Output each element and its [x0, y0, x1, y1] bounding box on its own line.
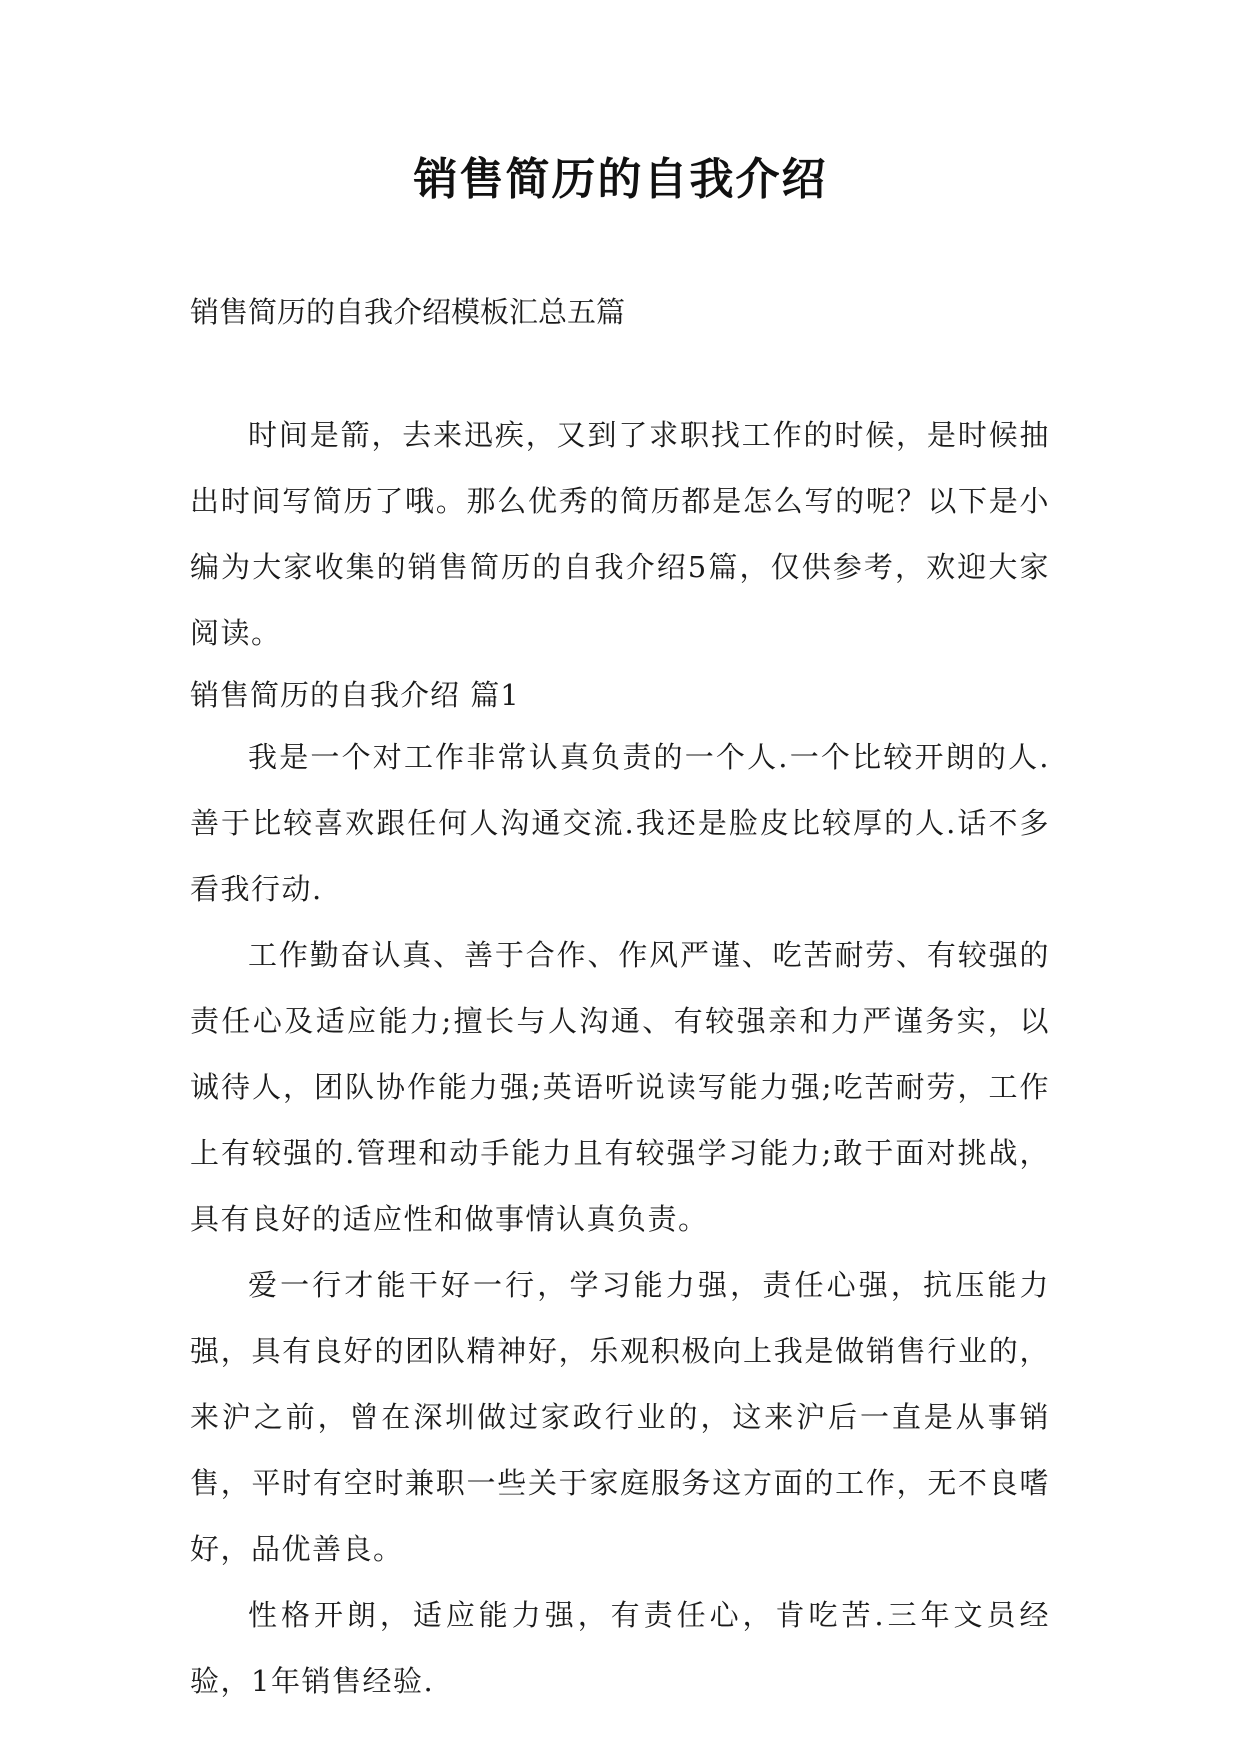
document-subtitle: 销售简历的自我介绍模板汇总五篇: [190, 295, 626, 329]
section-heading: 销售简历的自我介绍 篇1: [190, 678, 520, 712]
intro-paragraph: 时间是箭，去来迅疾，又到了求职找工作的时候，是时候抽出时间写简历了哦。那么优秀的简历都是怎么写的呢？以下是小编为大家收集的销售简历的自我介绍5篇，仅供参考，欢迎大家阅读。: [190, 418, 1050, 650]
body-paragraph: 我是一个对工作非常认真负责的一个人.一个比较开朗的人.善于比较喜欢跟任何人沟通交流.我还是脸皮比较厚的人.话不多看我行动.: [190, 740, 1050, 906]
body-paragraph: 爱一行才能干好一行，学习能力强，责任心强，抗压能力强，具有良好的团队精神好，乐观积极向上我是做销售行业的，来沪之前，曾在深圳做过家政行业的，这来沪后一直是从事销售，平时有空时兼职一些关于家庭服务这方面的工作，无不良嗜好，品优善良。: [190, 1268, 1050, 1566]
document-title: 销售简历的自我介绍: [413, 154, 828, 205]
body-paragraph: 工作勤奋认真、善于合作、作风严谨、吃苦耐劳、有较强的责任心及适应能力;擅长与人沟通、有较强亲和力严谨务实，以诚待人，团队协作能力强;英语听说读写能力强;吃苦耐劳，工作上有较强的.管理和动手能力且有较强学习能力;敢于面对挑战，具有良好的适应性和做事情认真负责。: [190, 938, 1050, 1236]
body-paragraph: 性格开朗，适应能力强，有责任心，肯吃苦.三年文员经验，1年销售经验.: [190, 1598, 1050, 1698]
document-body: [190, 402, 1050, 1714]
